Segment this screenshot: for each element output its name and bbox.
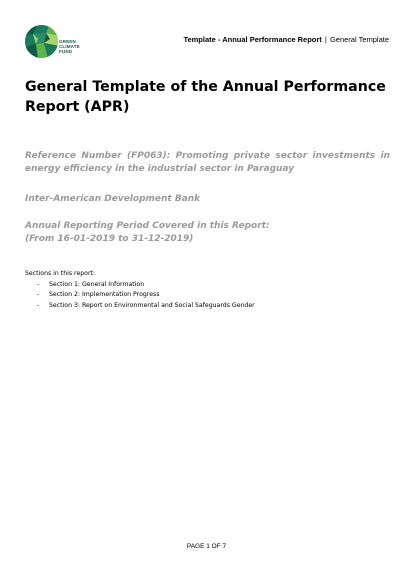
globe-mosaic-icon: [24, 24, 59, 59]
reporting-period-label: Annual Reporting Period Covered in this Report:: [25, 221, 270, 231]
running-header: [183, 35, 389, 44]
reporting-period-dates: (From 16-01-2019 to 31-12-2019): [25, 234, 194, 244]
reporting-period: [25, 220, 390, 246]
header-category: General Template: [329, 35, 389, 44]
sections-heading: Sections in this report:: [25, 270, 96, 277]
section-item-label: Section 3: Report on Environmental and Social Safeguards Gender: [49, 301, 255, 309]
logo-line-green: GREEN: [59, 39, 76, 44]
section-item-label: Section 2: Implementation Progress: [49, 291, 160, 298]
sections-list-block: [25, 269, 390, 311]
list-item: [25, 301, 390, 312]
organization-name: Inter-American Development Bank: [25, 194, 201, 204]
page-number: PAGE 1 OF 7: [186, 543, 227, 550]
logo-wordmark: [59, 39, 80, 55]
list-dash: -: [37, 301, 40, 309]
document-title: General Template of the Annual Performance Report (APR): [25, 79, 386, 115]
list-item: [25, 290, 390, 301]
reference-number: Reference Number (FP063): Promoting private sector investments in energy efficiency in the industrial sector in Paraguay: [25, 151, 390, 174]
header-separator: |: [324, 35, 327, 44]
list-item: [25, 280, 390, 291]
logo-line-fund: FUND: [59, 49, 73, 55]
logo-line-climate: CLIMATE: [59, 44, 80, 50]
green-climate-fund-logo: [24, 24, 80, 72]
section-item-label: Section 1: General Information: [49, 280, 145, 288]
header-doc-type: Template - Annual Performance Report: [183, 35, 322, 44]
sections-list: [25, 280, 390, 312]
list-dash: -: [37, 291, 40, 298]
list-dash: -: [37, 280, 40, 288]
